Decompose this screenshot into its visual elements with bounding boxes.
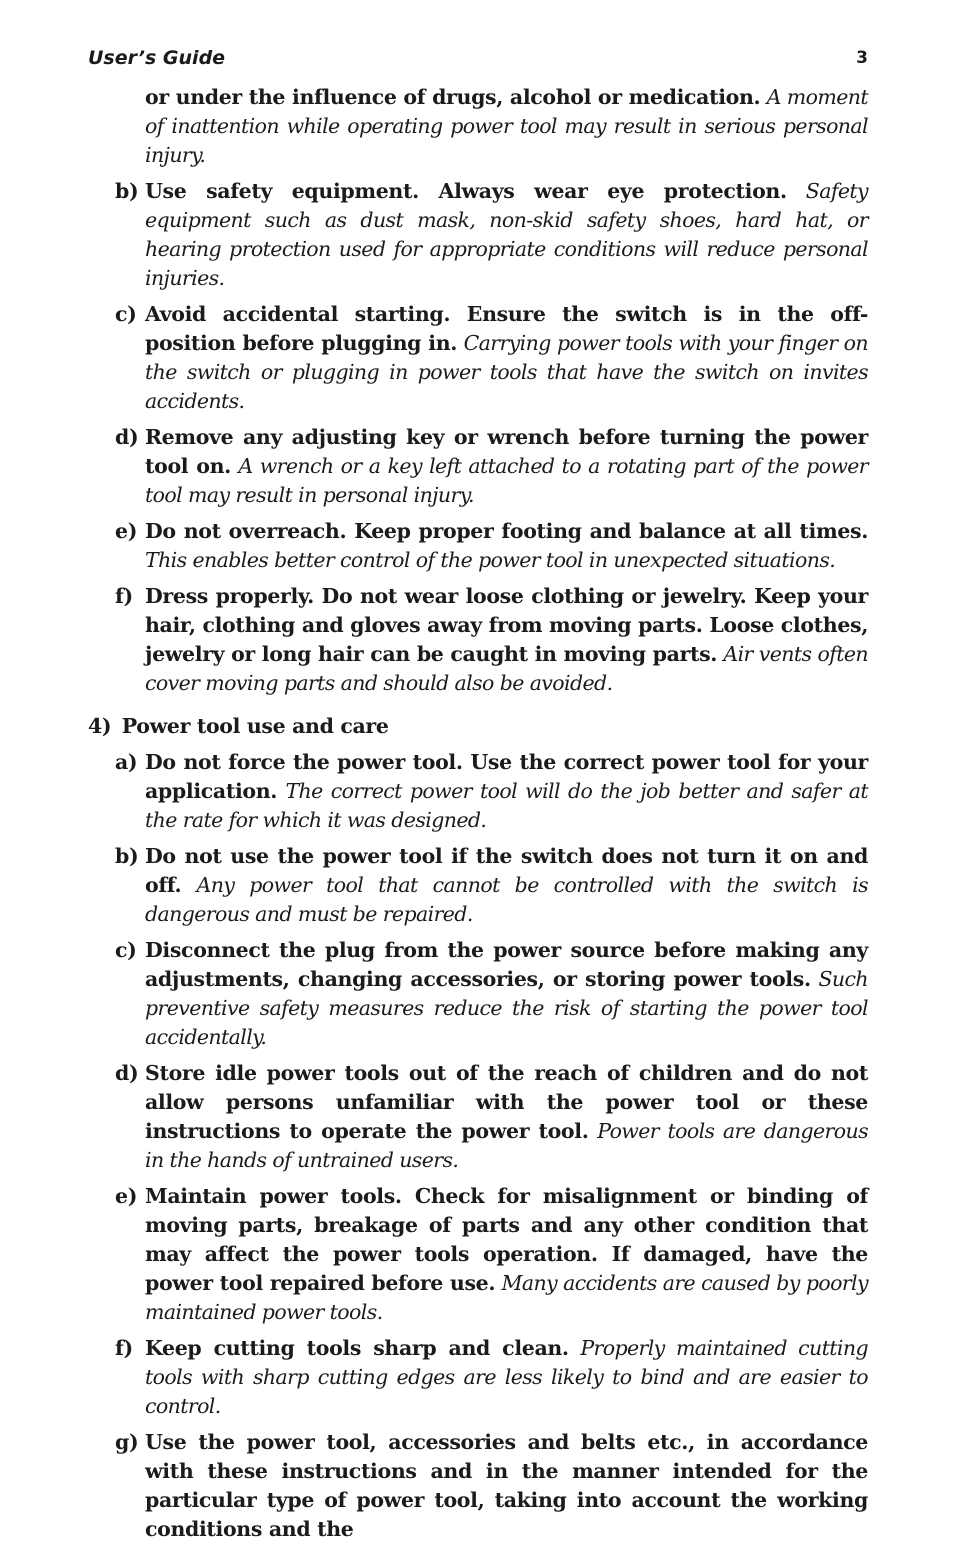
list-item [88, 423, 868, 510]
item-italic-text: Any power tool that cannot be controlled with the switch is dangerous and must be repaired. [145, 873, 868, 926]
page-number: 3 [856, 48, 868, 68]
item-bold-text: Do not overreach. Keep proper footing and balance at all times. [145, 519, 868, 543]
continued-item [88, 83, 868, 170]
item-italic-text: Properly maintained cutting tools with sharp cutting edges are less likely to bind and are easier to control. [145, 1336, 869, 1418]
item-label: c) [115, 302, 137, 326]
item-bold-text: or under the influence of drugs, alcohol or medication. [145, 85, 761, 109]
item-italic-text: Such preventive safety measures reduce the risk of starting the power tool accidentally. [145, 967, 869, 1049]
item-italic-text: A wrench or a key left attached to a rotating part of the power tool may result in personal injury. [145, 454, 869, 507]
list-item [88, 1059, 868, 1175]
list-item [88, 936, 868, 1052]
item-bold-text: Keep cutting tools sharp and clean. [145, 1336, 569, 1360]
item-label: g) [115, 1430, 139, 1454]
item-italic-text: A moment of inattention while operating power tool may result in serious personal injury. [145, 85, 868, 167]
item-italic-text: Power tools are dangerous in the hands of untrained users. [145, 1119, 868, 1172]
item-italic-text: The correct power tool will do the job better and safer at the rate for which it was designed. [145, 779, 869, 832]
item-bold-text: Use safety equipment. Always wear eye protection. [145, 179, 787, 203]
list-item [88, 517, 868, 575]
item-label: e) [115, 519, 138, 543]
item-bold-text: Dress properly. Do not wear loose clothing or jewelry. Keep your hair, clothing and gloves away from moving parts. Loose clothes, jewelry or long hair can be caught in moving parts. [145, 584, 868, 666]
item-bold-text: Maintain power tools. Check for misalignment or binding of moving parts, breakage of parts and any other condition that may affect the power tools operation. If damaged, have the power tool repaired before use. [145, 1184, 868, 1295]
item-label: b) [115, 844, 139, 868]
list-item [88, 582, 868, 698]
section-title: Power tool use and care [121, 714, 389, 738]
guide-title: User’s Guide [88, 47, 226, 69]
item-italic-text: This enables better control of the power tool in unexpected situations. [145, 548, 836, 572]
list-item [88, 1428, 868, 1544]
item-label: b) [115, 179, 139, 203]
list-item [88, 842, 868, 929]
item-label: f) [115, 584, 133, 608]
body-text [88, 83, 868, 1551]
item-bold-text: Store idle power tools out of the reach of children and do not allow persons unfamiliar with the power tool or these instructions to operate the power tool. [145, 1061, 868, 1143]
item-label: d) [115, 425, 139, 449]
item-label: d) [115, 1061, 139, 1085]
list-item [88, 1182, 868, 1327]
item-bold-text: Do not use the power tool if the switch does not turn it on and off. [145, 844, 868, 897]
item-italic-text: Carrying power tools with your finger on the switch or plugging in power tools that have the switch on invites accidents. [145, 331, 868, 413]
item-bold-text: Remove any adjusting key or wrench before turning the power tool on. [145, 425, 868, 478]
section-heading [88, 712, 868, 741]
running-header [88, 44, 868, 72]
list-item [88, 177, 868, 293]
item-label: e) [115, 1184, 138, 1208]
item-italic-text: Air vents often cover moving parts and should also be avoided. [145, 642, 868, 695]
item-bold-text: Use the power tool, accessories and belts etc., in accordance with these instructions and in the manner intended for the particular type of power tool, taking into account the working conditions and the [145, 1430, 868, 1541]
list-item [88, 300, 868, 416]
list-item [88, 1334, 868, 1421]
item-bold-text: Avoid accidental starting. Ensure the switch is in the off-position before plugging in. [145, 302, 868, 355]
item-label: a) [115, 750, 138, 774]
item-italic-text: Many accidents are caused by poorly maintained power tools. [145, 1271, 868, 1324]
item-bold-text: Disconnect the plug from the power source before making any adjustments, changing accessories, or storing power tools. [145, 938, 868, 991]
item-bold-text: Do not force the power tool. Use the correct power tool for your application. [145, 750, 868, 803]
list-item [88, 748, 868, 835]
item-label: f) [115, 1336, 133, 1360]
item-italic-text: Safety equipment such as dust mask, non-skid safety shoes, hard hat, or hearing protection used for appropriate conditions will reduce personal injuries. [145, 179, 868, 290]
section-number: 4) [88, 714, 112, 738]
item-label: c) [115, 938, 137, 962]
